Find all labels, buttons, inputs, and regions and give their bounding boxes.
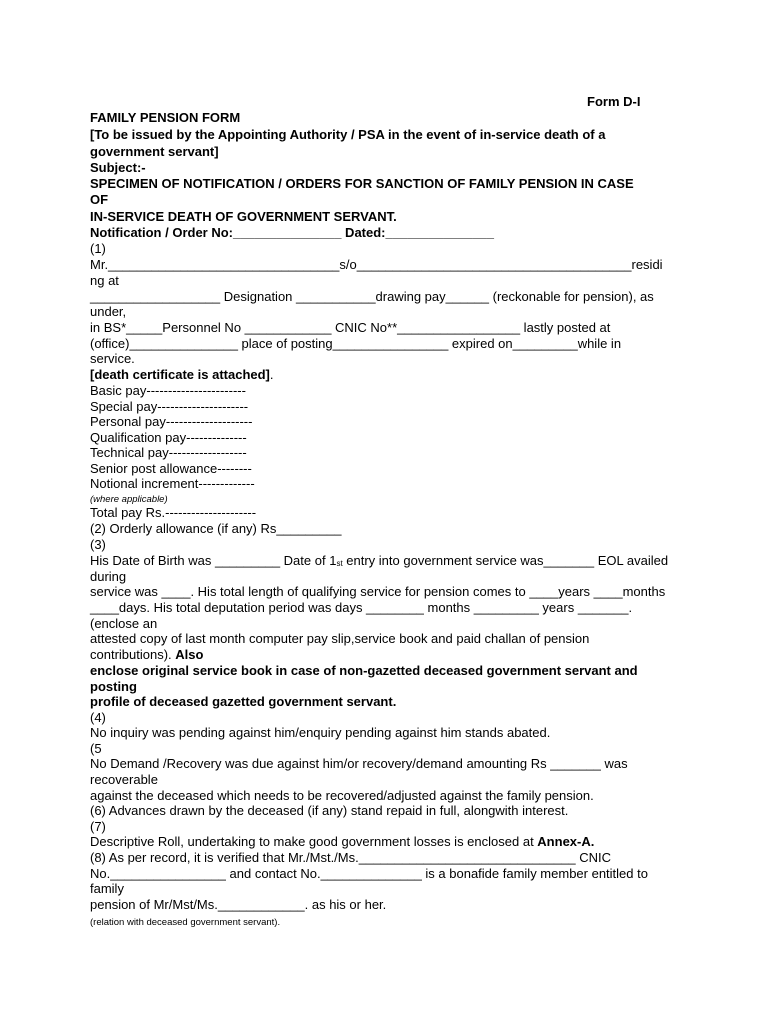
profile-line: profile of deceased gazetted government servant.: [90, 694, 397, 709]
dob-text-a: His Date of Birth was _________ Date of 1: [90, 553, 337, 568]
pay-item: Technical pay------------------: [90, 445, 247, 460]
form-id: Form D-I: [587, 94, 641, 109]
dob-superscript: st: [336, 559, 343, 568]
descriptive-text: Descriptive Roll, undertaking to make good government losses is enclosed at: [90, 834, 538, 849]
advances-line: (6) Advances drawn by the deceased (if any) stand repaid in full, alongwith interest.: [90, 803, 569, 818]
total-pay: Total pay Rs.---------------------: [90, 505, 257, 520]
also-text: Also: [175, 647, 204, 662]
section-1-label: (1): [90, 241, 106, 256]
dob-text-b: entry into government service was_______ EOL availed: [342, 553, 669, 568]
pay-item: Qualification pay--------------: [90, 430, 247, 445]
death-certificate: [death certificate is attached]: [90, 367, 270, 382]
pay-item: Personal pay--------------------: [90, 414, 253, 429]
contributions-line: [90, 647, 690, 662]
form-title: FAMILY PENSION FORM: [90, 110, 241, 125]
under-line: under,: [90, 304, 127, 319]
dob-line: [90, 553, 690, 570]
office-line: (office)_______________ place of posting________________ expired on_________while in: [90, 336, 622, 351]
death-certificate-dot: .: [269, 367, 274, 382]
mr-line-text: Mr.________________________________s/o______________________________________: [90, 257, 632, 272]
pay-item: Senior post allowance--------: [90, 461, 252, 476]
mr-line: [90, 257, 690, 272]
section-5-label: (5: [90, 741, 102, 756]
mr-line-end: residi: [631, 257, 663, 272]
subtitle-line-1: [To be issued by the Appointing Authority / PSA in the event of in-service death of a: [90, 127, 606, 142]
section-7-label: (7): [90, 819, 106, 834]
section-3-label: (3): [90, 537, 106, 552]
designation-line: __________________ Designation ___________drawing pay______ (reckonable for pension), as: [90, 289, 654, 304]
no-inquiry-line: No inquiry was pending against him/enquiry pending against him stands abated.: [90, 725, 551, 740]
specimen-line-1: SPECIMEN OF NOTIFICATION / ORDERS FOR SANCTION OF FAMILY PENSION IN CASE: [90, 176, 634, 191]
days-line: ____days. His total deputation period was days ________ months _________ years _______.: [90, 600, 633, 615]
recoverable-line: recoverable: [90, 772, 158, 787]
relation-note: (relation with deceased government servant).: [90, 917, 281, 928]
subject-label: Subject:-: [90, 160, 146, 175]
during-line: during: [90, 569, 127, 584]
pay-item: Notional increment-------------: [90, 476, 255, 491]
service-was-line: service was ____. His total length of qualifying service for pension comes to ____years ____months: [90, 584, 666, 599]
service-line: service.: [90, 351, 135, 366]
specimen-line-2: OF: [90, 192, 109, 207]
family-line: family: [90, 881, 124, 896]
posting-line: posting: [90, 679, 137, 694]
residing-line: ng at: [90, 273, 119, 288]
death-certificate-line: [90, 367, 690, 382]
section-4-label: (4): [90, 710, 106, 725]
contributions-text: contributions).: [90, 647, 176, 662]
against-line: against the deceased which needs to be recovered/adjusted against the family pension.: [90, 788, 594, 803]
annex-text: Annex-A.: [537, 834, 595, 849]
attested-line: attested copy of last month computer pay slip,service book and paid challan of pension: [90, 631, 590, 646]
enclose-original-line: enclose original service book in case of non-gazetted deceased government servant and: [90, 663, 638, 678]
pay-item: Basic pay-----------------------: [90, 383, 246, 398]
enclose-an-line: (enclose an: [90, 616, 158, 631]
pension-of-line: pension of Mr/Mst/Ms.____________. as his or her.: [90, 897, 387, 912]
as-per-record-line: (8) As per record, it is verified that Mr./Mst./Ms.______________________________ CNIC: [90, 850, 612, 865]
orderly-allowance: (2) Orderly allowance (if any) Rs_________: [90, 521, 342, 536]
descriptive-roll-line: [90, 834, 690, 849]
specimen-line-3: IN-SERVICE DEATH OF GOVERNMENT SERVANT.: [90, 209, 397, 224]
subtitle-line-2: government servant]: [90, 144, 219, 159]
no-contact-line: No.________________ and contact No.______________ is a bonafide family member entitled to: [90, 866, 648, 881]
pay-item: Special pay---------------------: [90, 399, 249, 414]
bs-line: in BS*_____Personnel No ____________ CNIC No**_________________ lastly posted at: [90, 320, 611, 335]
no-demand-line: No Demand /Recovery was due against him/or recovery/demand amounting Rs _______ was: [90, 756, 628, 771]
notification-line: Notification / Order No:_______________ Dated:_______________: [90, 225, 494, 240]
where-applicable-note: (where applicable): [90, 494, 168, 505]
